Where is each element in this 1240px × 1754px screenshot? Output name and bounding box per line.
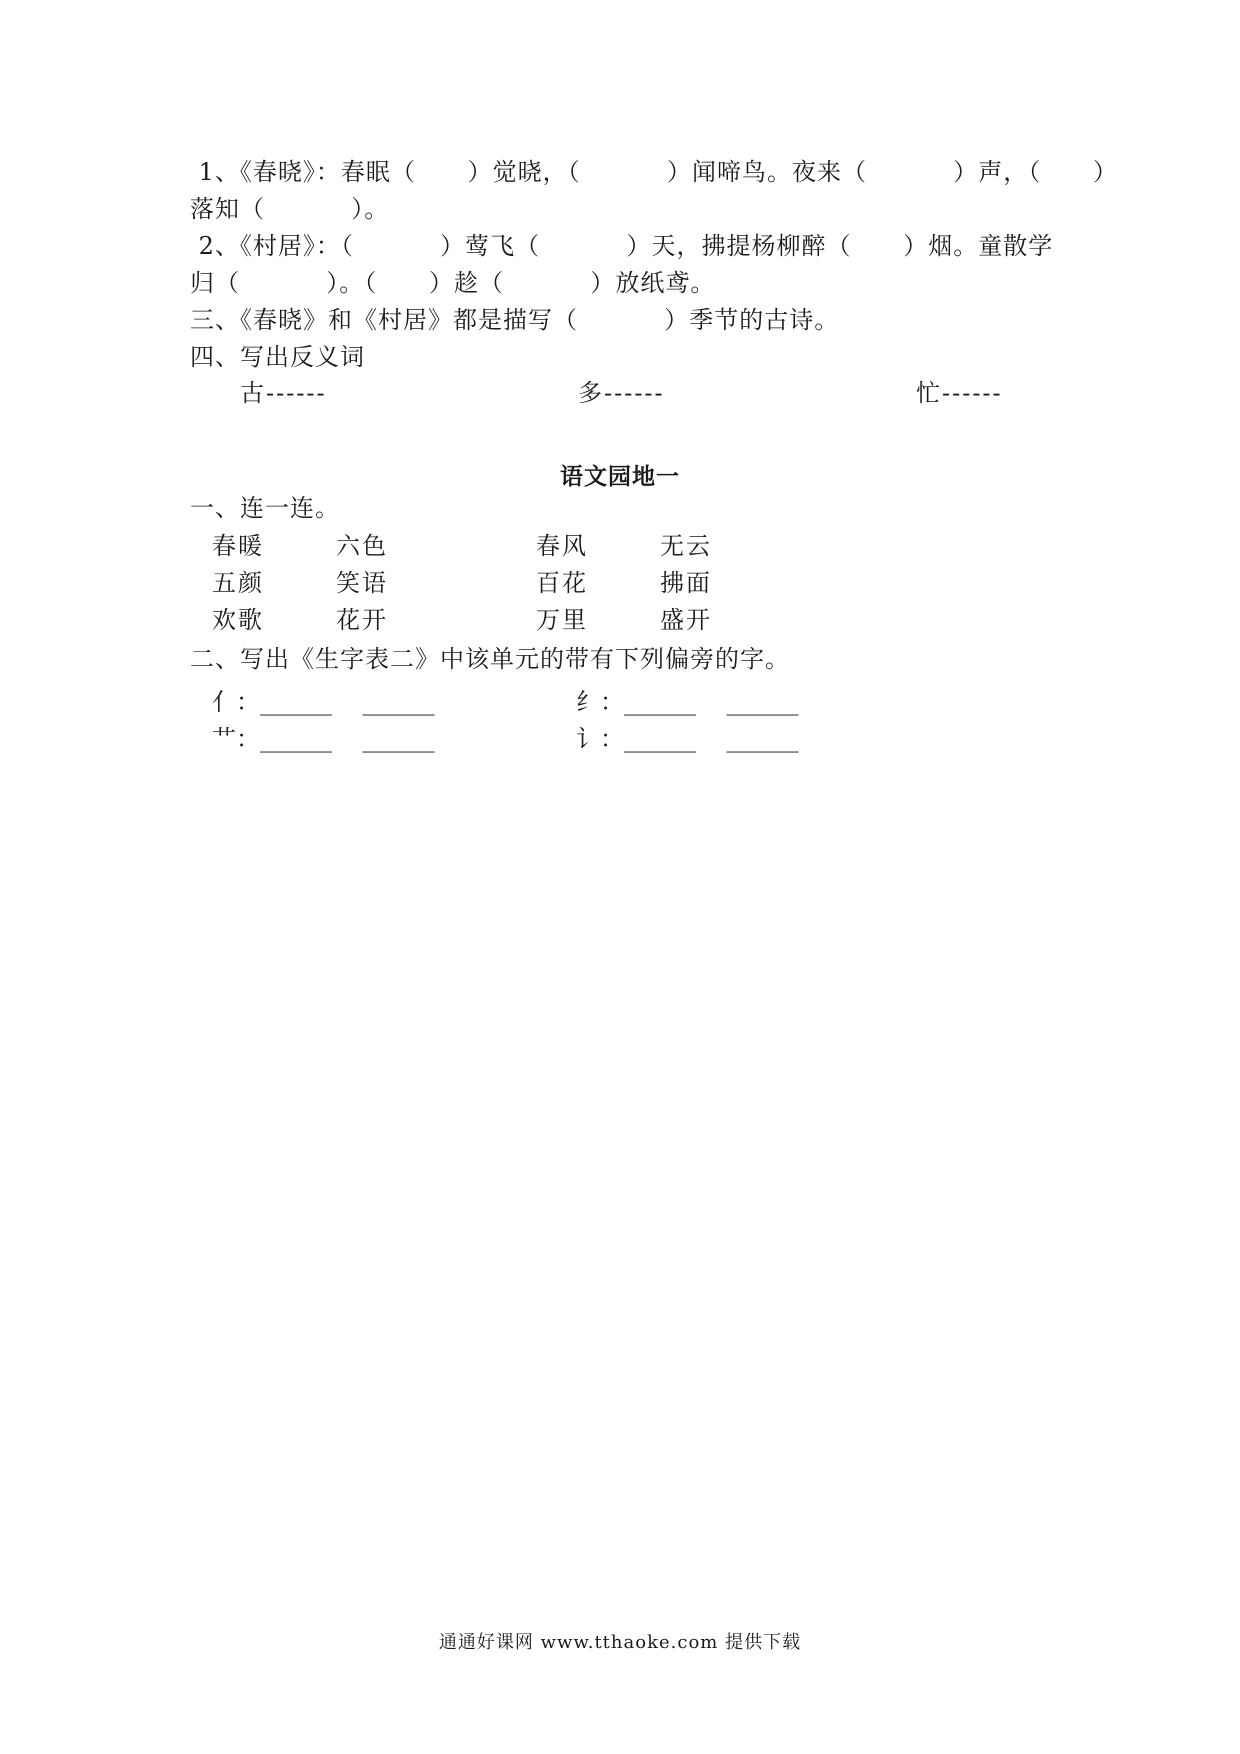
antonym-item: 古------ bbox=[240, 379, 327, 407]
antonym-item: 多------ bbox=[578, 379, 665, 407]
radical-blank-row: 亻：______ ______ bbox=[212, 688, 435, 716]
question-1-line-2: 落知（ ）。 bbox=[190, 195, 390, 223]
match-word: 春暖 bbox=[212, 532, 264, 560]
garden-question-1-title: 一、连一连。 bbox=[190, 494, 340, 522]
question-2-line-1: 2、《村居》：（ ）莺飞（ ）天，拂提杨柳醉（ ）烟。童散学 bbox=[190, 232, 1054, 260]
antonym-item: 忙------ bbox=[916, 379, 1003, 407]
match-word: 花开 bbox=[336, 606, 388, 634]
match-word: 笑语 bbox=[336, 569, 388, 597]
match-word: 盛开 bbox=[660, 606, 712, 634]
match-word: 百花 bbox=[536, 569, 588, 597]
question-1-line-1: 1、《春晓》：春眠（ ）觉晓，（ ）闻啼鸟。夜来（ ）声，（ ） bbox=[190, 158, 1119, 186]
match-word: 欢歌 bbox=[212, 606, 264, 634]
radical-blank-row: 纟：______ ______ bbox=[576, 688, 799, 716]
radical-blank-row: 讠：______ ______ bbox=[576, 725, 799, 753]
match-word: 六色 bbox=[336, 532, 388, 560]
match-word: 无云 bbox=[660, 532, 712, 560]
match-word: 五颜 bbox=[212, 569, 264, 597]
match-word: 万里 bbox=[536, 606, 588, 634]
garden-question-2-title: 二、写出《生字表二》中该单元的带有下列偏旁的字。 bbox=[190, 645, 790, 673]
section-title: 语文园地一 bbox=[560, 464, 680, 490]
question-4-title: 四、写出反义词 bbox=[190, 343, 365, 371]
page-footer: 通通好课网 www.tthaoke.com 提供下载 bbox=[438, 1632, 802, 1653]
question-2-line-2: 归（ ）。（ ）趁（ ）放纸鸢。 bbox=[190, 269, 716, 297]
question-3: 三、《春晓》和《村居》都是描写（ ）季节的古诗。 bbox=[190, 306, 840, 334]
match-word: 拂面 bbox=[660, 569, 712, 597]
radical-blank-row: 艹：______ ______ bbox=[212, 725, 435, 753]
match-word: 春风 bbox=[536, 532, 588, 560]
